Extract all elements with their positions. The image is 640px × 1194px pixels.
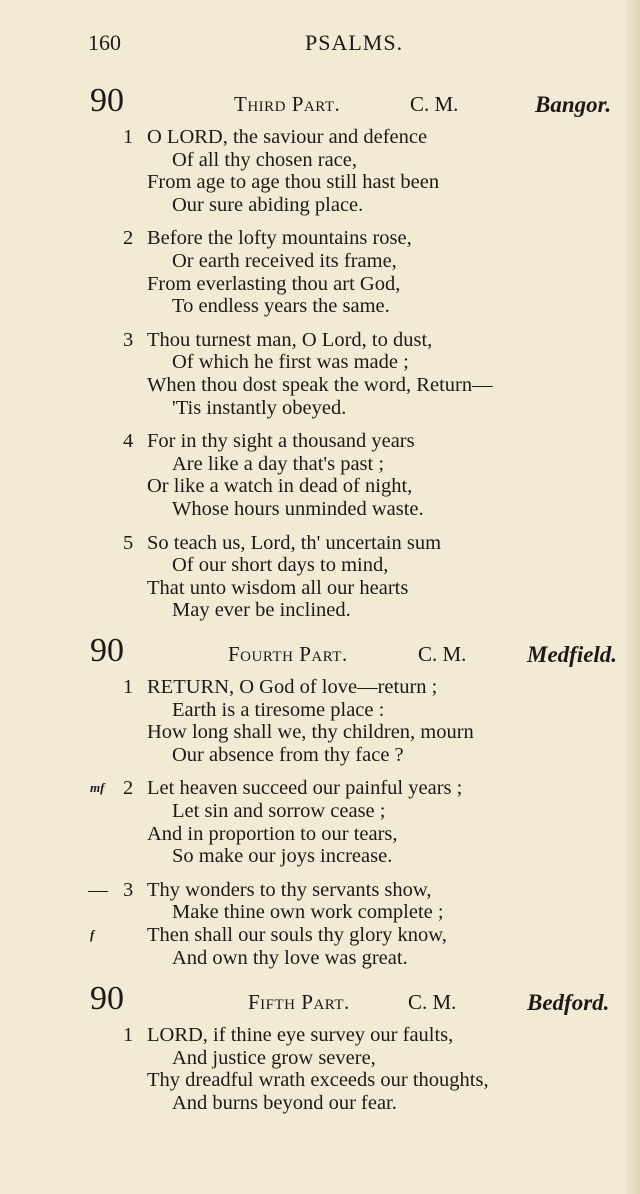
tune-name: Bangor. [535, 92, 612, 117]
verse-number: 1 [123, 1024, 134, 1046]
verse-number: 3 [123, 878, 134, 901]
verse-text: Let sin and sorrow cease ; [172, 799, 386, 822]
verse-text: Thy wonders to thy servants show, [147, 878, 432, 901]
stanza [0, 227, 640, 317]
verse-text: From everlasting thou art God, [147, 272, 401, 295]
dynamic-mark: — [88, 878, 108, 901]
hymn-section [0, 632, 640, 980]
verse-number: 2 [123, 227, 134, 250]
verse-line [0, 1069, 640, 1092]
verse-text: RETURN, O God of love—return ; [147, 676, 438, 698]
stanza [0, 777, 640, 867]
section-heading [0, 82, 640, 126]
stanza-list [0, 1024, 640, 1114]
verse-text: And own thy love was great. [172, 946, 408, 969]
verse-line [0, 532, 640, 555]
section-heading [0, 632, 640, 676]
verse-number: 4 [123, 430, 134, 453]
verse-line [0, 329, 640, 352]
verse-text: May ever be inclined. [172, 599, 351, 622]
verse-line [0, 273, 640, 296]
verse-text: Before the lofty mountains rose, [147, 227, 412, 250]
verse-text: O LORD, the saviour and defence [147, 126, 428, 148]
verse-line [0, 699, 640, 722]
verse-text: And justice grow severe, [172, 1046, 376, 1069]
verse-text: From age to age thou still hast been [147, 171, 440, 194]
psalm-number: 90 [90, 980, 124, 1017]
verse-line [0, 924, 640, 947]
verse-line [0, 823, 640, 846]
verse-text: Our absence from thy face ? [172, 743, 404, 766]
meter: C. M. [410, 92, 459, 116]
verse-line [0, 845, 640, 868]
verse-line [0, 295, 640, 318]
verse-text: To endless years the same. [172, 295, 390, 318]
verse-text: Are like a day that's past ; [172, 452, 385, 475]
verse-text: So make our joys increase. [172, 845, 393, 868]
verse-number: 5 [123, 531, 134, 554]
stanza [0, 430, 640, 520]
verse-text: Or earth received its frame, [172, 249, 397, 272]
stanza-list [0, 676, 640, 969]
tune-name: Medfield. [527, 642, 618, 667]
verse-number: 1 [123, 676, 134, 698]
verse-line [0, 498, 640, 521]
verse-text: And burns beyond our fear. [172, 1091, 397, 1114]
psalm-number: 90 [90, 82, 124, 119]
verse-line [0, 554, 640, 577]
verse-line [0, 947, 640, 970]
verse-line [0, 879, 640, 902]
verse-line [0, 599, 640, 622]
verse-line [0, 430, 640, 453]
verse-text: So teach us, Lord, th' uncertain sum [147, 531, 442, 554]
verse-number: 2 [123, 777, 134, 800]
dynamic-mark: f [90, 926, 95, 942]
part-title: Fourth Part. [228, 642, 348, 666]
section-heading [0, 980, 640, 1024]
verse-text: Our sure abiding place. [172, 193, 364, 216]
verse-line [0, 777, 640, 800]
verse-line [0, 1024, 640, 1047]
verse-text: Of our short days to mind, [172, 554, 389, 577]
meter: C. M. [408, 990, 457, 1014]
verse-number: 3 [123, 328, 134, 351]
verse-text: Of all thy chosen race, [172, 148, 357, 171]
verse-line [0, 171, 640, 194]
verse-text: How long shall we, thy children, mourn [147, 721, 474, 744]
verse-line [0, 351, 640, 374]
verse-text: 'Tis instantly obeyed. [172, 396, 347, 419]
verse-text: That unto wisdom all our hearts [147, 576, 409, 599]
verse-text: Then shall our souls thy glory know, [147, 923, 447, 946]
psalm-number: 90 [90, 632, 124, 669]
verse-line [0, 250, 640, 273]
verse-text: Thou turnest man, O Lord, to dust, [147, 328, 433, 351]
part-title: Third Part. [234, 92, 341, 116]
hymn-section [0, 82, 640, 633]
stanza [0, 676, 640, 766]
verse-text: Let heaven succeed our painful years ; [147, 777, 463, 800]
verse-line [0, 676, 640, 699]
stanza [0, 126, 640, 216]
hymn-section [0, 980, 640, 1125]
verse-text: LORD, if thine eye survey our faults, [147, 1024, 454, 1046]
verse-text: For in thy sight a thousand years [147, 430, 415, 453]
meter: C. M. [418, 642, 467, 666]
verse-line [0, 1092, 640, 1115]
verse-text: Make thine own work complete ; [172, 901, 444, 924]
page-number: 160 [88, 30, 121, 55]
verse-line [0, 194, 640, 217]
verse-line [0, 800, 640, 823]
tune-name: Bedford. [527, 990, 610, 1015]
verse-text: When thou dost speak the word, Return— [147, 373, 493, 396]
verse-text: Earth is a tiresome place : [172, 698, 385, 721]
verse-line [0, 397, 640, 420]
stanza [0, 532, 640, 622]
verse-text: Thy dreadful wrath exceeds our thoughts, [147, 1069, 489, 1092]
verse-line [0, 721, 640, 744]
stanza [0, 879, 640, 969]
verse-line [0, 126, 640, 149]
verse-line [0, 577, 640, 600]
verse-text: And in proportion to our tears, [147, 822, 398, 845]
verse-text: Whose hours unminded waste. [172, 497, 424, 520]
verse-line [0, 227, 640, 250]
verse-line [0, 901, 640, 924]
verse-line [0, 149, 640, 172]
verse-number: 1 [123, 126, 134, 148]
part-title: Fifth Part. [248, 990, 350, 1014]
running-title: PSALMS. [305, 30, 404, 55]
verse-line [0, 374, 640, 397]
verse-line [0, 475, 640, 498]
verse-line [0, 1047, 640, 1070]
verse-text: Of which he first was made ; [172, 351, 409, 374]
verse-line [0, 453, 640, 476]
stanza [0, 1024, 640, 1114]
stanza-list [0, 126, 640, 622]
verse-text: Or like a watch in dead of night, [147, 475, 413, 498]
running-head [88, 30, 588, 60]
stanza [0, 329, 640, 419]
dynamic-mark: mf [90, 780, 105, 796]
verse-line [0, 744, 640, 767]
